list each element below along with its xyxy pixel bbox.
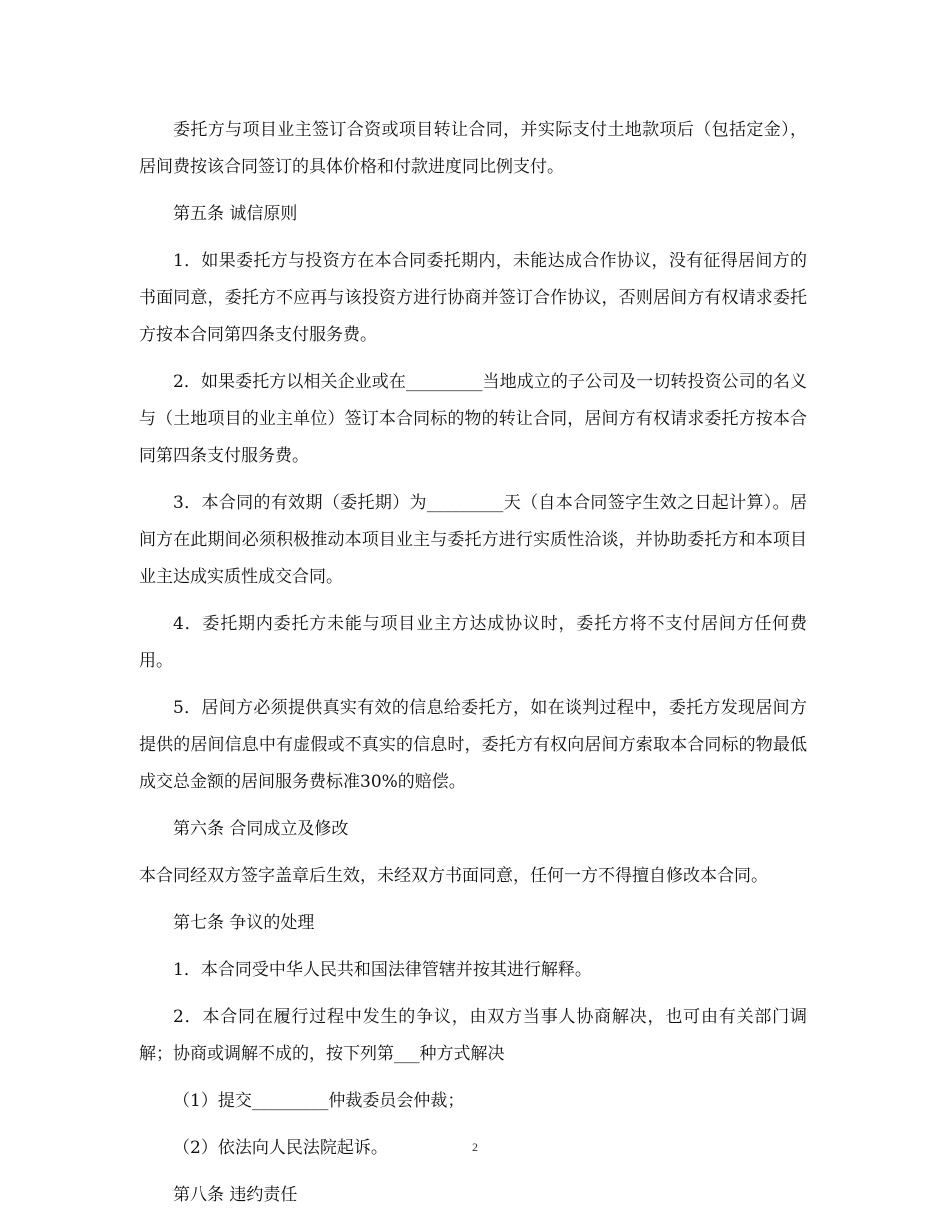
clause-5-1: 1．如果委托方与投资方在本合同委托期内，未能达成合作协议，没有征得居间方的书面同意，委托方不应再与该投资方进行协商并签订合作协议，否则居间方有权请求委托方按本合同第四条支付服务费。 [139,251,807,345]
clause-5-2: 2．如果委托方以相关企业或在_________当地成立的子公司及一切转投资公司的名义与（土地项目的业主单位）签订本合同标的物的转让合同，居间方有权请求委托方按本合同第四条支付服务费。 [139,372,807,466]
paragraph-payment-terms: 委托方与项目业主签订合资或项目转让合同，并实际支付土地款项后（包括定金），居间费按该合同签订的具体价格和付款进度同比例支付。 [139,120,807,177]
clause-5-3: 3．本合同的有效期（委托期）为_________天（自本合同签字生效之日起计算）。居间方在此期间必须积极推动本项目业主与委托方进行实质性洽谈，并协助委托方和本项目业主达成实质性成交合同。 [139,493,807,587]
option-litigation: （2）依法向人民法院起诉。 [173,1138,388,1158]
heading-article-7: 第七条 争议的处理 [173,913,315,933]
clause-7-2: 2．本合同在履行过程中发生的争议，由双方当事人协商解决，也可由有关部门调解；协商或调解不成的，按下列第___种方式解决 [139,1007,807,1064]
heading-article-6: 第六条 合同成立及修改 [173,819,349,839]
heading-article-5: 第五条 诚信原则 [173,204,298,224]
heading-article-8: 第八条 违约责任 [173,1185,298,1205]
clause-5-4: 4．委托期内委托方未能与项目业主方达成协议时，委托方将不支付居间方任何费用。 [139,614,807,671]
paragraph-article-6: 本合同经双方签字盖章后生效，未经双方书面同意，任何一方不得擅自修改本合同。 [139,866,768,886]
clause-7-1: 1．本合同受中华人民共和国法律管辖并按其进行解释。 [173,960,592,980]
page-number: 2 [472,1140,478,1154]
option-arbitration: （1）提交_________仲裁委员会仲裁； [173,1091,465,1111]
document-body [139,112,807,1224]
clause-5-5: 5．居间方必须提供真实有效的信息给委托方，如在谈判过程中，委托方发现居间方提供的居间信息中有虚假或不真实的信息时，委托方有权向居间方索取本合同标的物最低成交总金额的居间服务费标准30%的赔偿。 [139,698,807,792]
